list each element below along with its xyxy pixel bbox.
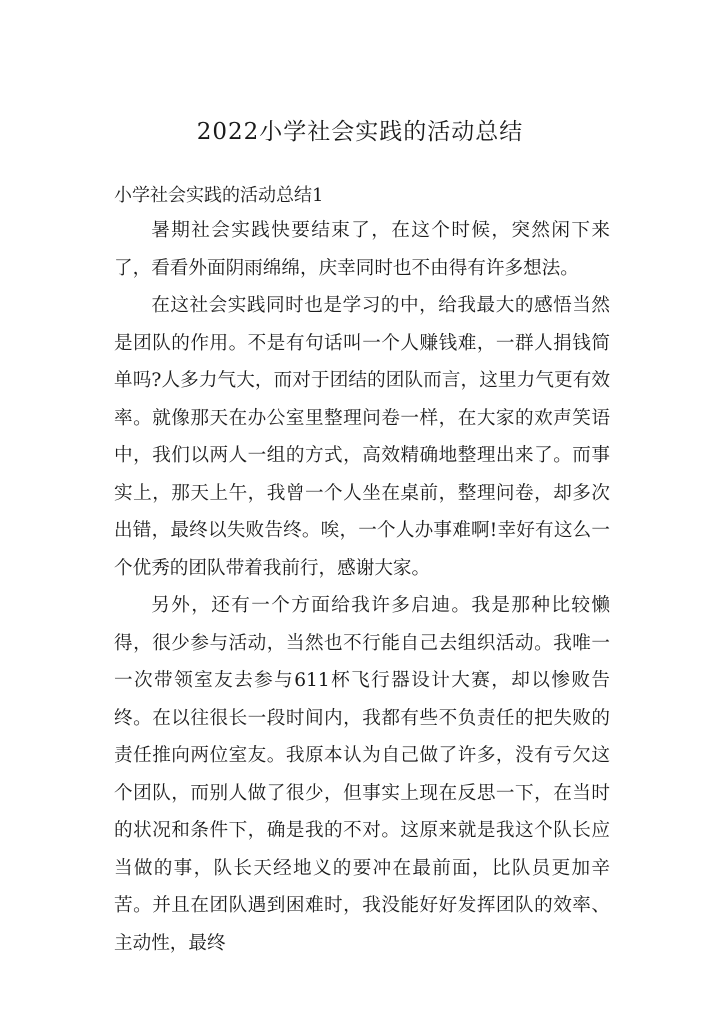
paragraph: 在这社会实践同时也是学习的中，给我最大的感悟当然是团队的作用。不是有句话叫一个人赚钱难，一群人捐钱简单吗?人多力气大，而对于团结的团队而言，这里力气更有效率。就像那天在办公室里整理问卷一样，在大家的欢声笑语中，我们以两人一组的方式，高效精确地整理出来了。而事实上，那天上午，我曾一个人坐在桌前，整理问卷，却多次出错，最终以失败告终。唉，一个人办事难啊!幸好有这么一个优秀的团队带着我前行，感谢大家。	[114, 295, 610, 579]
document-body	[114, 212, 610, 962]
document-title: 2022小学社会实践的活动总结	[196, 119, 524, 145]
paragraph: 另外，还有一个方面给我许多启迪。我是那种比较懒得，很少参与活动，当然也不行能自己去组织活动。我唯一一次带领室友去参与611杯飞行器设计大赛，却以惨败告终。在以往很长一段时间内，我都有些不负责任的把失败的责任推向两位室友。我原本认为自己做了许多，没有亏欠这个团队，而别人做了很少，但事实上现在反思一下，在当时的状况和条件下，确是我的不对。这原来就是我这个队长应当做的事，队长天经地义的要冲在最前面，比队员更加辛苦。并且在团队遇到困难时，我没能好好发挥团队的效率、主动性，最终	[114, 595, 610, 954]
paragraph: 暑期社会实践快要结束了，在这个时候，突然闲下来了，看看外面阴雨绵绵，庆幸同时也不由得有许多想法。	[114, 220, 610, 279]
section-heading: 小学社会实践的活动总结1	[114, 185, 324, 206]
